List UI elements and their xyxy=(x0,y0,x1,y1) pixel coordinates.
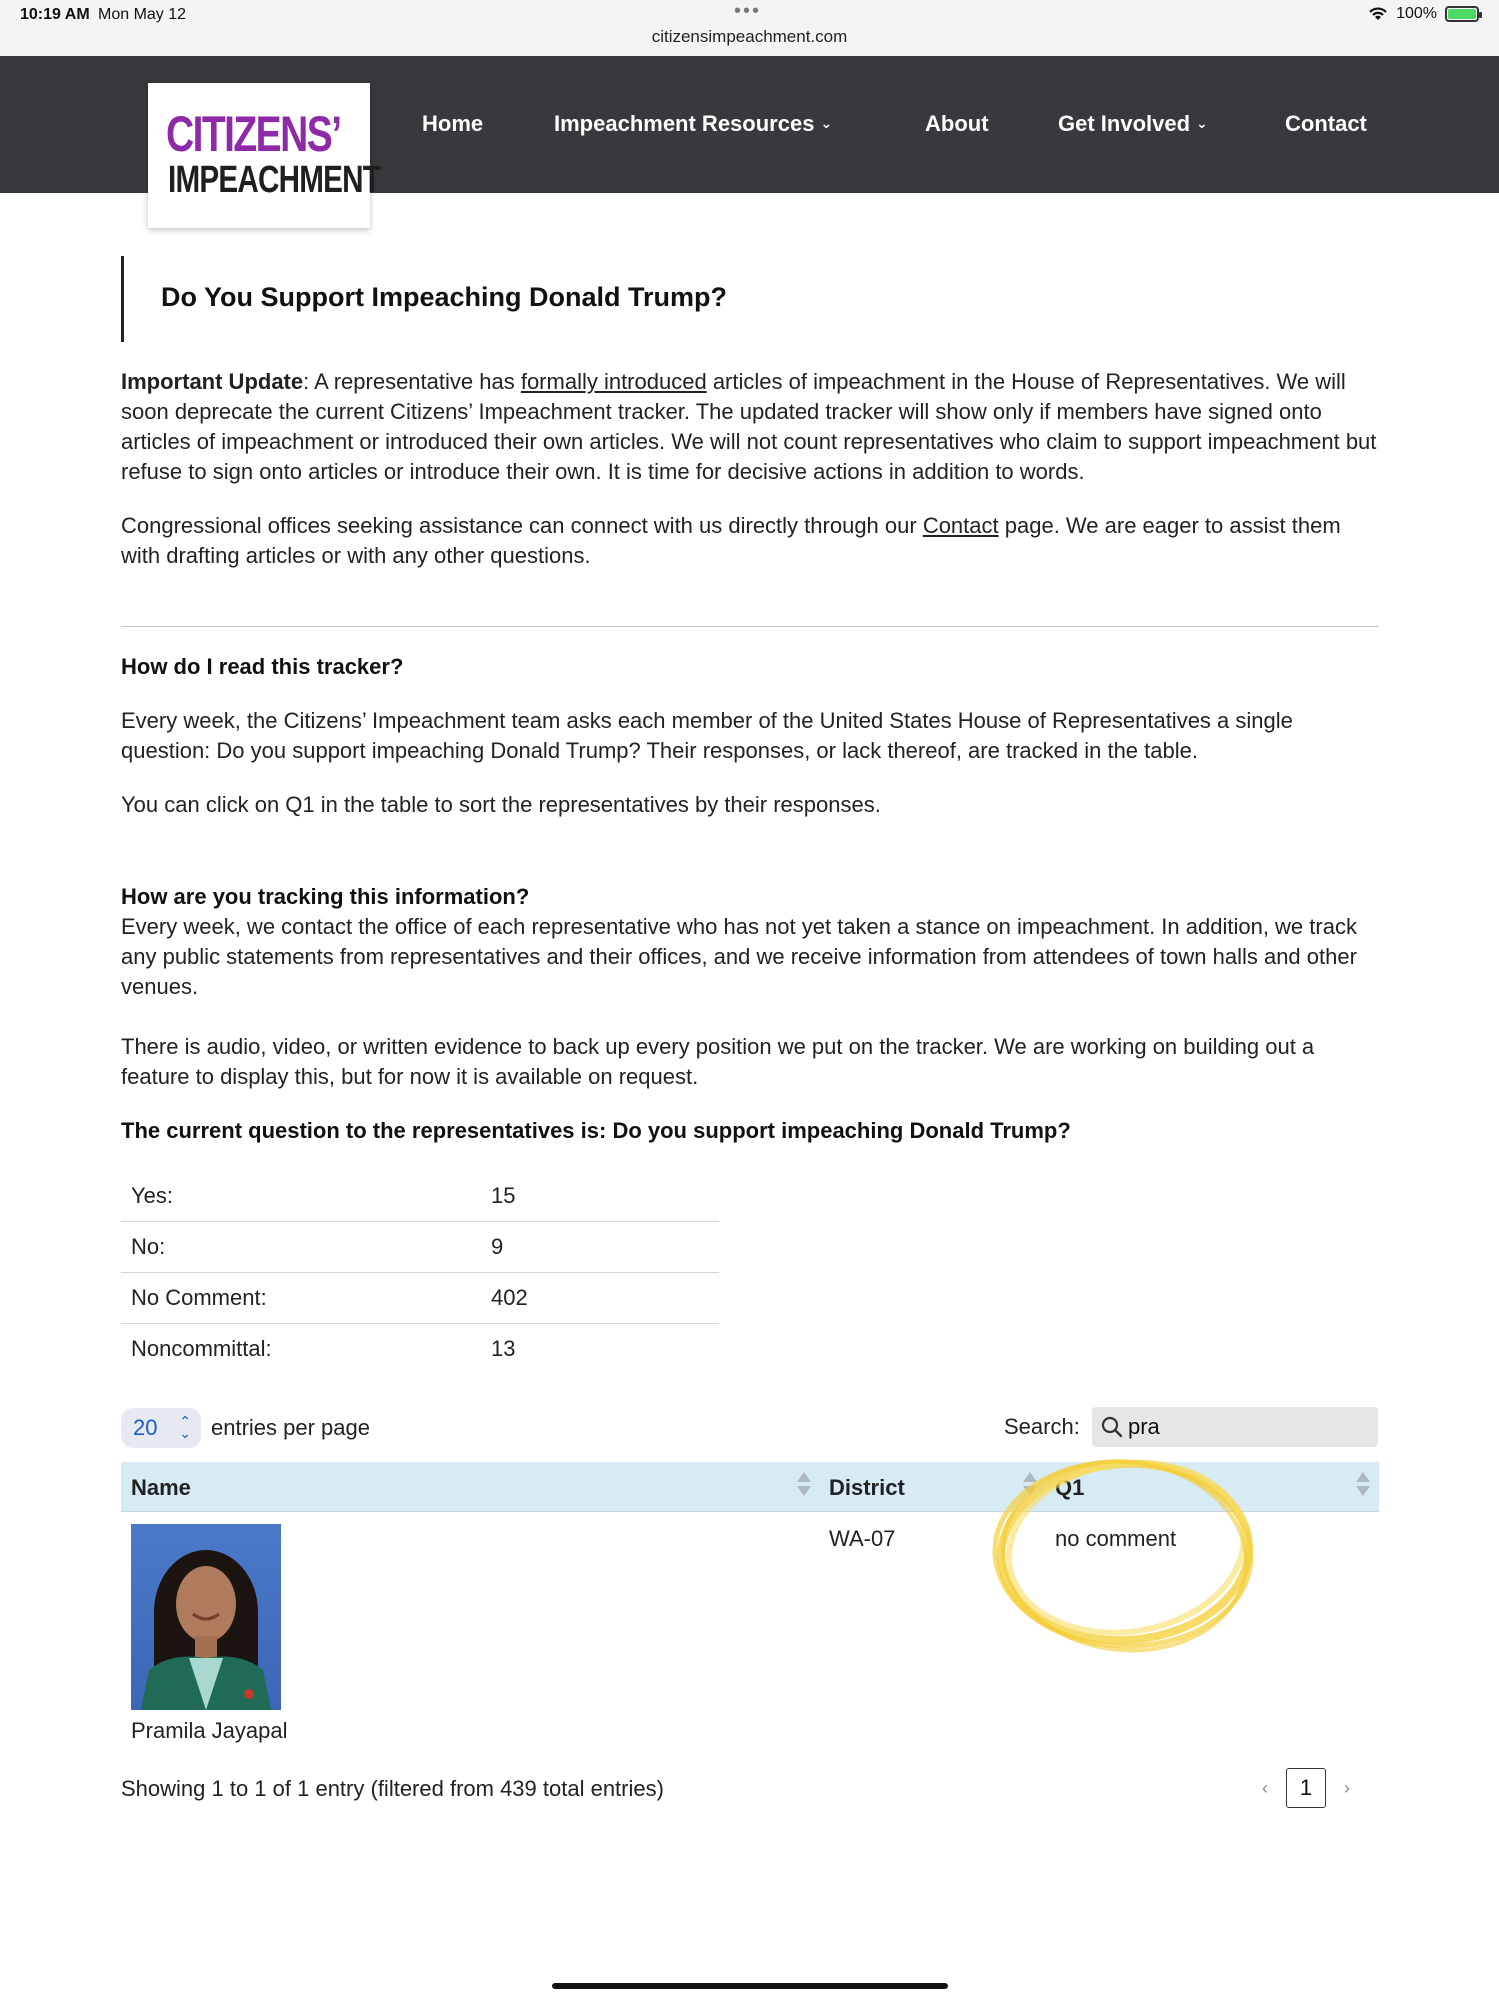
read-heading: How do I read this tracker? xyxy=(121,654,404,679)
showing-entries: Showing 1 to 1 of 1 entry (filtered from 439 total entries) xyxy=(121,1776,664,1801)
sort-icon[interactable] xyxy=(797,1472,811,1502)
home-indicator[interactable] xyxy=(552,1983,948,1989)
stats-value: 13 xyxy=(491,1336,516,1361)
battery-icon xyxy=(1445,6,1479,22)
nav-impeachment-resources[interactable] xyxy=(554,111,832,137)
contact-link[interactable]: Contact xyxy=(922,513,999,538)
nav-contact[interactable]: Contact xyxy=(1285,111,1367,136)
stats-row-no xyxy=(121,1222,719,1273)
offices-paragraph xyxy=(121,511,1379,571)
search-label: Search: xyxy=(1004,1414,1080,1439)
tracking-paragraph-2: There is audio, video, or written evidence to back up every position we put on the tracker. We are working on building out a feature to display this, but for now it is available on request. xyxy=(121,1034,1315,1089)
search-value: pra xyxy=(1128,1414,1160,1439)
battery-percent: 100% xyxy=(1396,5,1437,22)
nav-impeachment-resources-label: Impeachment Resources xyxy=(554,111,815,136)
search-icon xyxy=(1100,1415,1124,1439)
header-q1[interactable]: Q1 xyxy=(1055,1475,1085,1500)
status-date: Mon May 12 xyxy=(98,6,187,23)
stats-label: No: xyxy=(131,1234,166,1259)
title-block xyxy=(121,256,727,342)
table-header xyxy=(121,1462,1379,1512)
district-cell: WA-07 xyxy=(829,1526,896,1551)
sort-icon[interactable] xyxy=(1356,1472,1370,1502)
entries-label: entries per page xyxy=(211,1415,370,1440)
sort-icon[interactable] xyxy=(1023,1472,1037,1502)
nav-get-involved[interactable] xyxy=(1058,111,1208,137)
current-question: The current question to the representatives is: Do you support impeaching Donald Trump? xyxy=(121,1118,1071,1143)
header-district[interactable]: District xyxy=(829,1475,905,1500)
divider xyxy=(121,626,1379,627)
more-dots-icon[interactable]: ••• xyxy=(734,0,762,22)
site-logo[interactable] xyxy=(148,83,381,228)
pagination xyxy=(1262,1768,1350,1808)
address-bar[interactable]: citizensimpeachment.com xyxy=(651,27,848,46)
important-update xyxy=(121,367,1379,487)
offices-text-pre: Congressional offices seeking assistance can connect with us directly through our xyxy=(121,513,923,538)
entries-value: 20 xyxy=(133,1415,158,1440)
search-input[interactable] xyxy=(1092,1407,1378,1447)
status-time: 10:19 AM xyxy=(20,6,90,23)
representative-photo xyxy=(131,1524,281,1710)
stats-row-noncommittal xyxy=(121,1324,719,1375)
stats-label: Noncommittal: xyxy=(131,1336,272,1361)
q1-cell: no comment xyxy=(1055,1526,1177,1551)
status-right xyxy=(1368,5,1479,23)
next-page-button[interactable]: › xyxy=(1344,1777,1350,1798)
read-paragraph-2: You can click on Q1 in the table to sort the representatives by their responses. xyxy=(121,792,881,817)
update-text-post: articles of impeachment in the House of Representatives. We will soon deprecate the current Citizens’ Impeachment tracker. The updated tracker will show only if members have signed onto articles of impeachment or introduced their own articles. We will not count representatives who claim to support impeachment but refuse to sign onto articles or introduce their own. It is time for decisive actions in addition to words. xyxy=(121,369,1377,484)
entries-per-page-select[interactable] xyxy=(121,1408,201,1448)
stats-value: 9 xyxy=(491,1234,504,1259)
entries-control xyxy=(121,1408,370,1448)
chevron-down-icon: ⌄ xyxy=(1196,115,1208,131)
chevron-down-icon: ⌄ xyxy=(820,115,833,131)
status-bar xyxy=(0,0,1499,56)
offices-text-post: page. We are eager to assist them with drafting articles or with any other questions. xyxy=(121,513,1341,568)
nav-get-involved-label: Get Involved xyxy=(1058,111,1191,136)
tracking-paragraph-1: Every week, we contact the office of each representative who has not yet taken a stance on impeachment. In addition, we track any public statements from representatives and their offices, and we receive information from attendees of town halls and other venues. xyxy=(121,914,1357,999)
stats-table xyxy=(121,1171,719,1375)
portrait-image xyxy=(131,1524,281,1710)
wifi-icon xyxy=(1368,6,1388,22)
read-section xyxy=(121,652,1379,820)
header-name[interactable]: Name xyxy=(131,1475,191,1500)
nav-home[interactable]: Home xyxy=(422,111,484,136)
updown-chevron-icon: ⌃ ⌄ xyxy=(179,1413,191,1441)
update-section xyxy=(121,367,1379,571)
stats-value: 402 xyxy=(491,1285,528,1310)
stats-row-no-comment xyxy=(121,1273,719,1324)
prev-page-button[interactable]: ‹ xyxy=(1262,1777,1268,1798)
stats-row-yes xyxy=(121,1171,719,1222)
nav-about[interactable]: About xyxy=(925,111,989,136)
page-title: Do You Support Impeaching Donald Trump? xyxy=(161,282,727,312)
page-1-button[interactable]: 1 xyxy=(1286,1768,1326,1808)
table-row xyxy=(121,1512,1379,1752)
logo-line-2: IMPEACHMENT xyxy=(168,159,381,201)
logo-line-1: CITIZENS’ xyxy=(166,106,341,162)
representative-name: Pramila Jayapal xyxy=(131,1718,288,1743)
update-text-pre: : A representative has xyxy=(303,369,521,394)
read-paragraph-1: Every week, the Citizens’ Impeachment team asks each member of the United States House of Representatives a single question: Do you support impeaching Donald Trump? Their responses, or lack thereof, are tracked in the table. xyxy=(121,708,1293,763)
update-label: Important Update xyxy=(121,369,304,394)
stats-label: No Comment: xyxy=(131,1285,267,1310)
tracking-heading: How are you tracking this information? xyxy=(121,884,530,909)
stats-value: 15 xyxy=(491,1183,516,1208)
formally-introduced-link[interactable]: formally introduced xyxy=(520,369,707,394)
stats-label: Yes: xyxy=(131,1183,174,1208)
tracking-section xyxy=(121,882,1379,1146)
